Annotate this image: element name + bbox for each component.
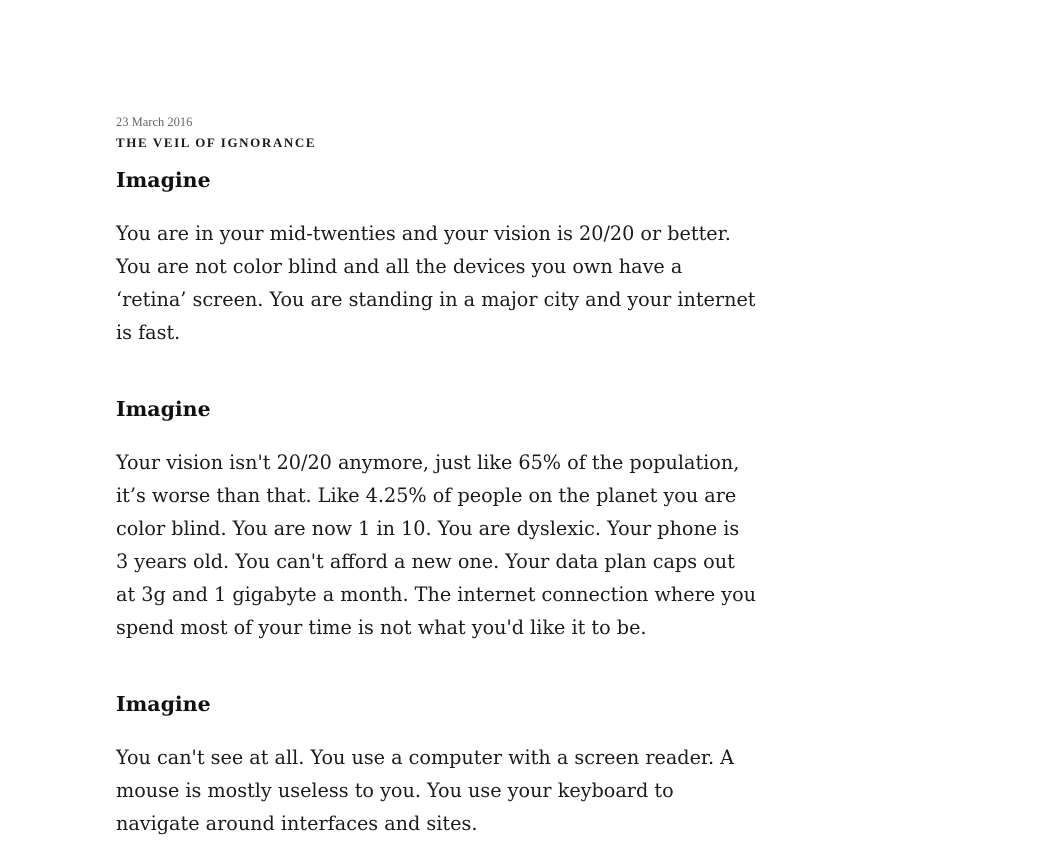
article-section: [116, 395, 756, 644]
post-title: THE VEIL OF IGNORANCE: [116, 135, 317, 150]
article-section: [116, 166, 756, 349]
article: [116, 114, 756, 840]
section-paragraph: Your vision isn't 20/20 anymore, just like 65% of the population, it’s worse than that. Like 4.25% of people on the planet you are color blind. You are now 1 in 10. You are dyslexic. Your phone is 3 years old. You can't afford a new one. Your data plan caps out at 3g and 1 gigabyte a month. The internet connection where you spend most of your time is not what you'd like it to be.: [116, 451, 757, 639]
post-date: 23 March 2016: [116, 115, 193, 129]
section-heading: Imagine: [116, 692, 211, 716]
section-heading: Imagine: [116, 397, 211, 421]
section-heading: Imagine: [116, 168, 211, 192]
section-paragraph: You are in your mid-twenties and your vision is 20/20 or better. You are not color blind and all the devices you own have a ‘retina’ screen. You are standing in a major city and your internet is fast.: [116, 222, 756, 344]
section-paragraph: You can't see at all. You use a computer with a screen reader. A mouse is mostly useless to you. You use your keyboard to navigate around interfaces and sites.: [116, 746, 735, 835]
article-section: [116, 690, 756, 840]
